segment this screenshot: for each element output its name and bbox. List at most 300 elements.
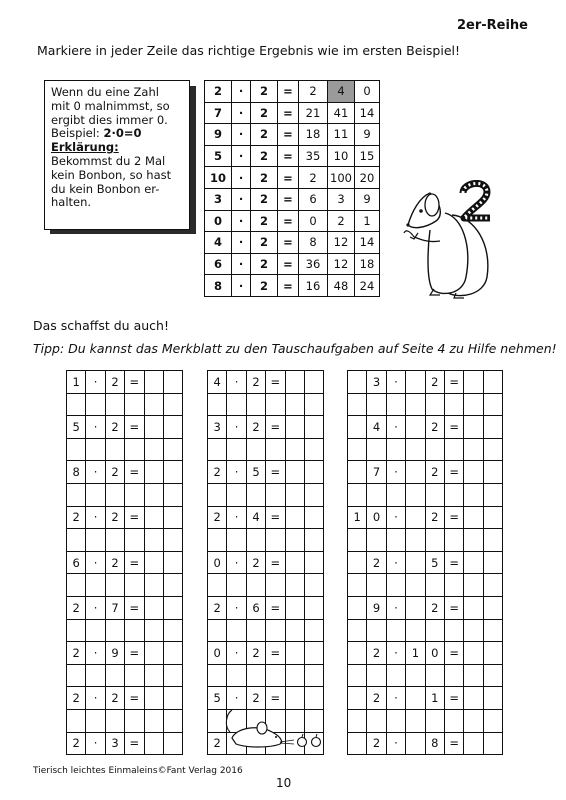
grid-cell[interactable] xyxy=(406,371,425,394)
grid-cell[interactable]: · xyxy=(386,732,405,755)
grid-cell[interactable] xyxy=(144,506,163,529)
grid-cell[interactable] xyxy=(483,416,502,439)
grid-cell[interactable] xyxy=(483,529,502,552)
grid-cell[interactable] xyxy=(227,619,246,642)
grid-cell[interactable]: 8 xyxy=(425,732,444,755)
grid-cell[interactable]: · xyxy=(227,371,246,394)
grid-cell[interactable]: · xyxy=(227,551,246,574)
grid-cell[interactable]: 2 xyxy=(105,371,124,394)
grid-cell[interactable] xyxy=(406,687,425,710)
grid-cell[interactable] xyxy=(304,664,323,687)
grid-cell[interactable] xyxy=(483,732,502,755)
grid-cell[interactable] xyxy=(144,642,163,665)
grid-cell[interactable]: = xyxy=(266,461,285,484)
grid-cell[interactable]: · xyxy=(86,642,105,665)
grid-cell[interactable]: 1 xyxy=(67,371,86,394)
grid-cell[interactable]: = xyxy=(125,596,144,619)
grid-cell[interactable] xyxy=(304,574,323,597)
grid-cell[interactable] xyxy=(464,687,483,710)
grid-cell[interactable]: · xyxy=(386,596,405,619)
grid-cell[interactable] xyxy=(163,371,182,394)
answer-option[interactable]: 2 xyxy=(299,81,328,103)
grid-cell[interactable] xyxy=(285,416,304,439)
grid-cell[interactable] xyxy=(285,506,304,529)
grid-cell[interactable] xyxy=(163,574,182,597)
answer-option[interactable]: 1 xyxy=(355,210,380,232)
grid-cell[interactable] xyxy=(367,574,386,597)
grid-cell[interactable]: = xyxy=(266,371,285,394)
grid-cell[interactable] xyxy=(367,529,386,552)
grid-cell[interactable] xyxy=(386,483,405,506)
grid-cell[interactable]: = xyxy=(125,461,144,484)
grid-cell[interactable]: = xyxy=(444,732,463,755)
grid-cell[interactable] xyxy=(304,416,323,439)
grid-cell[interactable] xyxy=(444,529,463,552)
grid-cell[interactable] xyxy=(444,393,463,416)
grid-cell[interactable]: 2 xyxy=(367,687,386,710)
grid-cell[interactable]: = xyxy=(125,551,144,574)
grid-cell[interactable] xyxy=(208,393,227,416)
answer-option[interactable]: 21 xyxy=(299,102,328,124)
answer-option[interactable]: 20 xyxy=(355,167,380,189)
answer-option[interactable]: 11 xyxy=(328,124,355,146)
grid-cell[interactable] xyxy=(86,709,105,732)
grid-cell[interactable] xyxy=(125,664,144,687)
grid-cell[interactable] xyxy=(285,438,304,461)
grid-cell[interactable] xyxy=(144,438,163,461)
grid-cell[interactable] xyxy=(464,529,483,552)
grid-cell[interactable] xyxy=(246,529,265,552)
grid-cell[interactable] xyxy=(266,393,285,416)
grid-cell[interactable] xyxy=(163,596,182,619)
grid-cell[interactable]: = xyxy=(266,596,285,619)
grid-cell[interactable]: 2 xyxy=(105,506,124,529)
grid-cell[interactable]: 2 xyxy=(67,642,86,665)
grid-cell[interactable]: = xyxy=(266,642,285,665)
grid-cell[interactable] xyxy=(406,551,425,574)
grid-cell[interactable] xyxy=(464,619,483,642)
grid-cell[interactable] xyxy=(367,664,386,687)
grid-cell[interactable]: 2 xyxy=(67,687,86,710)
answer-option[interactable]: 14 xyxy=(355,102,380,124)
grid-cell[interactable] xyxy=(163,416,182,439)
grid-cell[interactable] xyxy=(105,393,124,416)
grid-cell[interactable]: = xyxy=(266,416,285,439)
grid-cell[interactable] xyxy=(348,642,367,665)
grid-cell[interactable] xyxy=(304,371,323,394)
grid-cell[interactable] xyxy=(304,393,323,416)
grid-cell[interactable] xyxy=(285,664,304,687)
grid-cell[interactable]: · xyxy=(86,596,105,619)
grid-cell[interactable]: · xyxy=(86,461,105,484)
grid-cell[interactable]: · xyxy=(386,642,405,665)
grid-cell[interactable] xyxy=(144,596,163,619)
grid-cell[interactable] xyxy=(246,483,265,506)
grid-cell[interactable]: = xyxy=(444,371,463,394)
grid-cell[interactable] xyxy=(125,393,144,416)
grid-cell[interactable]: = xyxy=(444,551,463,574)
grid-cell[interactable] xyxy=(67,709,86,732)
grid-cell[interactable]: 0 xyxy=(425,642,444,665)
answer-option[interactable]: 16 xyxy=(299,275,328,297)
grid-cell[interactable]: 4 xyxy=(208,371,227,394)
grid-cell[interactable] xyxy=(163,687,182,710)
grid-cell[interactable] xyxy=(144,529,163,552)
grid-cell[interactable] xyxy=(406,664,425,687)
grid-cell[interactable] xyxy=(67,529,86,552)
grid-cell[interactable] xyxy=(144,664,163,687)
grid-cell[interactable] xyxy=(386,529,405,552)
grid-cell[interactable] xyxy=(208,574,227,597)
grid-cell[interactable] xyxy=(406,596,425,619)
answer-option[interactable]: 0 xyxy=(299,210,328,232)
grid-cell[interactable] xyxy=(425,574,444,597)
grid-cell[interactable]: · xyxy=(86,687,105,710)
grid-cell[interactable] xyxy=(348,664,367,687)
grid-cell[interactable]: 2 xyxy=(67,732,86,755)
grid-cell[interactable] xyxy=(444,483,463,506)
grid-cell[interactable] xyxy=(266,664,285,687)
grid-cell[interactable] xyxy=(304,483,323,506)
grid-cell[interactable] xyxy=(208,619,227,642)
grid-cell[interactable] xyxy=(406,483,425,506)
grid-cell[interactable] xyxy=(285,551,304,574)
grid-cell[interactable] xyxy=(464,596,483,619)
grid-cell[interactable]: · xyxy=(227,506,246,529)
grid-cell[interactable] xyxy=(406,438,425,461)
grid-cell[interactable] xyxy=(348,551,367,574)
answer-option[interactable]: 0 xyxy=(355,81,380,103)
grid-cell[interactable] xyxy=(348,687,367,710)
grid-cell[interactable]: · xyxy=(86,416,105,439)
grid-cell[interactable] xyxy=(483,687,502,710)
grid-cell[interactable] xyxy=(348,596,367,619)
grid-cell[interactable] xyxy=(144,393,163,416)
grid-cell[interactable] xyxy=(425,529,444,552)
grid-cell[interactable] xyxy=(367,393,386,416)
grid-cell[interactable]: · xyxy=(386,551,405,574)
grid-cell[interactable] xyxy=(86,574,105,597)
grid-cell[interactable]: = xyxy=(266,551,285,574)
grid-cell[interactable] xyxy=(425,438,444,461)
grid-cell[interactable] xyxy=(105,529,124,552)
grid-cell[interactable] xyxy=(227,574,246,597)
grid-cell[interactable] xyxy=(208,664,227,687)
grid-cell[interactable] xyxy=(246,664,265,687)
grid-cell[interactable] xyxy=(163,461,182,484)
answer-option[interactable]: 36 xyxy=(299,253,328,275)
grid-cell[interactable]: 2 xyxy=(67,596,86,619)
grid-cell[interactable] xyxy=(163,438,182,461)
grid-cell[interactable] xyxy=(464,551,483,574)
grid-cell[interactable]: 2 xyxy=(246,416,265,439)
grid-cell[interactable] xyxy=(348,461,367,484)
grid-cell[interactable]: 2 xyxy=(246,371,265,394)
grid-cell[interactable]: · xyxy=(86,551,105,574)
grid-cell[interactable] xyxy=(246,619,265,642)
grid-cell[interactable] xyxy=(227,393,246,416)
grid-cell[interactable] xyxy=(105,709,124,732)
grid-cell[interactable] xyxy=(86,529,105,552)
grid-cell[interactable] xyxy=(348,529,367,552)
grid-cell[interactable] xyxy=(425,709,444,732)
grid-cell[interactable] xyxy=(86,483,105,506)
grid-cell[interactable] xyxy=(464,732,483,755)
grid-cell[interactable]: 6 xyxy=(67,551,86,574)
grid-cell[interactable] xyxy=(285,619,304,642)
answer-option[interactable]: 8 xyxy=(299,232,328,254)
grid-cell[interactable] xyxy=(266,619,285,642)
grid-cell[interactable] xyxy=(444,664,463,687)
grid-cell[interactable] xyxy=(163,619,182,642)
grid-cell[interactable] xyxy=(483,709,502,732)
grid-cell[interactable] xyxy=(464,709,483,732)
grid-cell[interactable] xyxy=(86,664,105,687)
grid-cell[interactable] xyxy=(266,574,285,597)
grid-cell[interactable] xyxy=(163,551,182,574)
grid-cell[interactable] xyxy=(125,709,144,732)
grid-cell[interactable] xyxy=(67,619,86,642)
grid-cell[interactable] xyxy=(483,461,502,484)
grid-cell[interactable] xyxy=(483,574,502,597)
grid-cell[interactable]: 2 xyxy=(367,642,386,665)
grid-cell[interactable] xyxy=(266,483,285,506)
grid-cell[interactable] xyxy=(464,642,483,665)
grid-cell[interactable]: = xyxy=(444,461,463,484)
grid-cell[interactable] xyxy=(304,551,323,574)
answer-option[interactable]: 15 xyxy=(355,145,380,167)
grid-cell[interactable]: = xyxy=(266,687,285,710)
grid-cell[interactable]: = xyxy=(125,416,144,439)
grid-cell[interactable]: 2 xyxy=(425,506,444,529)
grid-cell[interactable] xyxy=(483,596,502,619)
grid-cell[interactable] xyxy=(246,438,265,461)
grid-cell[interactable] xyxy=(125,529,144,552)
grid-cell[interactable]: 9 xyxy=(367,596,386,619)
grid-cell[interactable]: · xyxy=(86,371,105,394)
grid-cell[interactable]: · xyxy=(386,371,405,394)
grid-cell[interactable]: 2 xyxy=(246,642,265,665)
grid-cell[interactable] xyxy=(208,438,227,461)
answer-option[interactable]: 14 xyxy=(355,232,380,254)
grid-cell[interactable] xyxy=(483,642,502,665)
grid-cell[interactable]: 0 xyxy=(367,506,386,529)
answer-option[interactable]: 10 xyxy=(328,145,355,167)
grid-cell[interactable]: 2 xyxy=(67,506,86,529)
grid-cell[interactable] xyxy=(266,438,285,461)
grid-cell[interactable] xyxy=(406,506,425,529)
grid-cell[interactable] xyxy=(163,529,182,552)
grid-cell[interactable] xyxy=(125,483,144,506)
answer-option[interactable]: 41 xyxy=(328,102,355,124)
grid-cell[interactable]: · xyxy=(386,506,405,529)
grid-cell[interactable] xyxy=(348,438,367,461)
grid-cell[interactable]: 2 xyxy=(246,687,265,710)
grid-cell[interactable]: 2 xyxy=(425,416,444,439)
grid-cell[interactable] xyxy=(144,461,163,484)
grid-cell[interactable]: 2 xyxy=(246,551,265,574)
grid-cell[interactable] xyxy=(67,438,86,461)
grid-cell[interactable]: 1 xyxy=(348,506,367,529)
grid-cell[interactable]: · xyxy=(227,461,246,484)
grid-cell[interactable]: · xyxy=(386,416,405,439)
grid-cell[interactable] xyxy=(144,732,163,755)
grid-cell[interactable]: · xyxy=(227,642,246,665)
answer-option[interactable]: 12 xyxy=(328,232,355,254)
grid-cell[interactable] xyxy=(285,393,304,416)
grid-cell[interactable] xyxy=(348,619,367,642)
grid-cell[interactable] xyxy=(144,619,163,642)
grid-cell[interactable] xyxy=(348,393,367,416)
grid-cell[interactable]: = xyxy=(444,506,463,529)
grid-cell[interactable] xyxy=(125,574,144,597)
grid-cell[interactable]: = xyxy=(125,506,144,529)
grid-cell[interactable]: = xyxy=(444,687,463,710)
grid-cell[interactable]: 8 xyxy=(67,461,86,484)
grid-cell[interactable] xyxy=(304,596,323,619)
grid-cell[interactable] xyxy=(285,461,304,484)
grid-cell[interactable]: 5 xyxy=(425,551,444,574)
grid-cell[interactable] xyxy=(367,709,386,732)
grid-cell[interactable]: 0 xyxy=(208,551,227,574)
answer-option[interactable]: 2 xyxy=(299,167,328,189)
grid-cell[interactable]: 2 xyxy=(208,732,227,755)
grid-cell[interactable]: 9 xyxy=(105,642,124,665)
grid-cell[interactable] xyxy=(208,483,227,506)
answer-option[interactable]: 18 xyxy=(299,124,328,146)
grid-cell[interactable] xyxy=(406,709,425,732)
grid-cell[interactable]: 3 xyxy=(105,732,124,755)
grid-cell[interactable]: 1 xyxy=(406,642,425,665)
grid-cell[interactable]: · xyxy=(227,687,246,710)
grid-cell[interactable] xyxy=(386,393,405,416)
practice-grid-left[interactable] xyxy=(66,370,183,755)
grid-cell[interactable] xyxy=(285,574,304,597)
answer-option[interactable]: 2 xyxy=(328,210,355,232)
grid-cell[interactable]: 2 xyxy=(425,461,444,484)
grid-cell[interactable]: · xyxy=(86,732,105,755)
grid-cell[interactable]: 6 xyxy=(246,596,265,619)
grid-cell[interactable] xyxy=(386,709,405,732)
grid-cell[interactable]: 1 xyxy=(425,687,444,710)
grid-cell[interactable] xyxy=(483,506,502,529)
grid-cell[interactable] xyxy=(67,574,86,597)
answer-option[interactable]: 100 xyxy=(328,167,355,189)
grid-cell[interactable]: 4 xyxy=(246,506,265,529)
grid-cell[interactable] xyxy=(483,438,502,461)
grid-cell[interactable] xyxy=(483,371,502,394)
grid-cell[interactable] xyxy=(444,709,463,732)
grid-cell[interactable] xyxy=(285,483,304,506)
answer-option[interactable]: 9 xyxy=(355,124,380,146)
grid-cell[interactable]: 2 xyxy=(208,461,227,484)
grid-cell[interactable] xyxy=(266,529,285,552)
grid-cell[interactable] xyxy=(386,438,405,461)
grid-cell[interactable] xyxy=(348,709,367,732)
grid-cell[interactable] xyxy=(227,483,246,506)
grid-cell[interactable] xyxy=(425,664,444,687)
grid-cell[interactable]: 2 xyxy=(367,732,386,755)
grid-cell[interactable] xyxy=(105,438,124,461)
grid-cell[interactable] xyxy=(285,596,304,619)
grid-cell[interactable] xyxy=(367,619,386,642)
grid-cell[interactable] xyxy=(348,371,367,394)
grid-cell[interactable] xyxy=(464,393,483,416)
answer-option[interactable]: 4 xyxy=(328,81,355,103)
grid-cell[interactable] xyxy=(304,529,323,552)
grid-cell[interactable] xyxy=(144,551,163,574)
grid-cell[interactable] xyxy=(464,461,483,484)
grid-cell[interactable]: = xyxy=(125,371,144,394)
grid-cell[interactable] xyxy=(105,619,124,642)
grid-cell[interactable] xyxy=(144,709,163,732)
grid-cell[interactable]: 2 xyxy=(425,596,444,619)
grid-cell[interactable] xyxy=(464,664,483,687)
grid-cell[interactable]: 2 xyxy=(208,596,227,619)
grid-cell[interactable] xyxy=(464,371,483,394)
grid-cell[interactable] xyxy=(67,664,86,687)
grid-cell[interactable] xyxy=(386,664,405,687)
grid-cell[interactable] xyxy=(406,732,425,755)
grid-cell[interactable] xyxy=(144,687,163,710)
grid-cell[interactable] xyxy=(367,483,386,506)
grid-cell[interactable] xyxy=(386,619,405,642)
grid-cell[interactable] xyxy=(285,371,304,394)
grid-cell[interactable]: = xyxy=(444,416,463,439)
grid-cell[interactable] xyxy=(483,619,502,642)
grid-cell[interactable]: · xyxy=(227,596,246,619)
answer-option[interactable]: 9 xyxy=(355,188,380,210)
grid-cell[interactable]: 7 xyxy=(367,461,386,484)
grid-cell[interactable]: 2 xyxy=(105,687,124,710)
grid-cell[interactable]: · xyxy=(386,687,405,710)
grid-cell[interactable] xyxy=(406,574,425,597)
grid-cell[interactable] xyxy=(144,416,163,439)
grid-cell[interactable] xyxy=(285,529,304,552)
grid-cell[interactable] xyxy=(125,619,144,642)
grid-cell[interactable] xyxy=(86,438,105,461)
grid-cell[interactable] xyxy=(163,393,182,416)
grid-cell[interactable]: 5 xyxy=(208,687,227,710)
grid-cell[interactable]: 3 xyxy=(367,371,386,394)
grid-cell[interactable] xyxy=(464,438,483,461)
grid-cell[interactable]: 2 xyxy=(105,551,124,574)
grid-cell[interactable] xyxy=(163,483,182,506)
grid-cell[interactable] xyxy=(163,709,182,732)
grid-cell[interactable] xyxy=(406,461,425,484)
grid-cell[interactable] xyxy=(227,529,246,552)
answer-option[interactable]: 35 xyxy=(299,145,328,167)
grid-cell[interactable] xyxy=(483,664,502,687)
grid-cell[interactable] xyxy=(304,619,323,642)
grid-cell[interactable] xyxy=(304,461,323,484)
grid-cell[interactable] xyxy=(483,483,502,506)
grid-cell[interactable] xyxy=(464,574,483,597)
grid-cell[interactable] xyxy=(444,619,463,642)
grid-cell[interactable] xyxy=(406,393,425,416)
grid-cell[interactable]: 5 xyxy=(67,416,86,439)
grid-cell[interactable] xyxy=(105,483,124,506)
grid-cell[interactable] xyxy=(86,393,105,416)
grid-cell[interactable] xyxy=(348,416,367,439)
grid-cell[interactable] xyxy=(144,574,163,597)
grid-cell[interactable] xyxy=(406,416,425,439)
grid-cell[interactable] xyxy=(406,529,425,552)
grid-cell[interactable]: 7 xyxy=(105,596,124,619)
grid-cell[interactable] xyxy=(105,574,124,597)
grid-cell[interactable]: · xyxy=(86,506,105,529)
grid-cell[interactable] xyxy=(227,438,246,461)
